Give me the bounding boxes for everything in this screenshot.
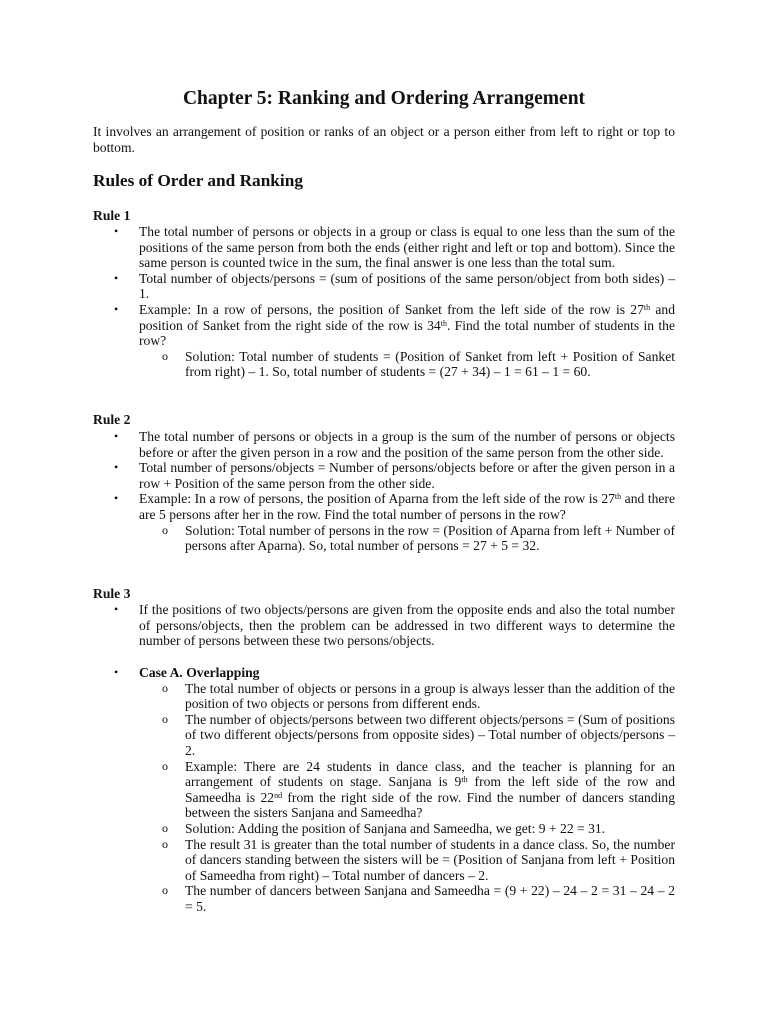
rule-2-list — [93, 429, 675, 554]
circle-bullet-icon: o — [162, 711, 168, 726]
sub-list-item — [139, 523, 675, 554]
sub-list — [139, 523, 675, 554]
sub-list-item-text — [185, 759, 675, 821]
circle-bullet-icon: o — [162, 758, 168, 773]
sub-list-item — [139, 349, 675, 380]
bullet-icon: • — [114, 665, 119, 679]
ordinal-suffix: nd — [274, 790, 283, 800]
text-run: from the left side of the row and Sameedha is 22 — [185, 774, 675, 805]
bullet-icon: • — [114, 301, 119, 316]
case-a-heading: Case A. Overlapping — [139, 665, 260, 680]
rule-1-heading: Rule 1 — [93, 208, 131, 223]
list-item — [93, 665, 675, 915]
rule-3-list — [93, 602, 675, 649]
circle-bullet-icon: o — [162, 820, 168, 835]
text-run: and there are 5 persons after her in the row. Find the total number of persons in the row? — [139, 491, 675, 522]
sub-list-item-text: Solution: Total number of students = (Position of Sanket from left + Position of Sanket from right) – 1. So, total number of students = (27 + 34) – 1 = 61 – 1 = 60. — [185, 348, 675, 380]
sub-list-item-text: The number of dancers between Sanjana and Sameedha = (9 + 22) – 24 – 2 = 31 – 24 – 2 = 5. — [185, 883, 675, 914]
bullet-icon: • — [114, 460, 119, 475]
list-item-text — [139, 491, 675, 522]
list-item — [93, 491, 675, 553]
list-item-text: If the positions of two objects/persons are given from the opposite ends and also the total number of persons/objects, then the problem can be addressed in two different ways to determine the number of persons between these two persons/objects. — [139, 602, 675, 649]
list-item — [93, 271, 675, 302]
list-item — [93, 460, 675, 491]
sub-list-item-text: The result 31 is greater than the total number of students in a dance class. So, the number of dancers standing between the sisters will be = (Position of Sanjana from left + Position of Sameedha from right) – Total number of dancers – 2. — [185, 836, 675, 883]
sub-list-item-text: Solution: Total number of persons in the row = (Position of Aparna from left + Number of persons after Aparna). So, total number of persons = 27 + 5 = 32. — [185, 522, 675, 554]
sub-list-item — [139, 821, 675, 837]
list-item-text: The total number of persons or objects in a group or class is equal to one less than the sum of the positions of the same person from both the ends (either right and left or top and bottom). Since the same person is counted twice in the sum, the final answer is one less than the total sum. — [139, 224, 675, 271]
sub-list-item — [139, 681, 675, 712]
sub-list-item-text: The total number of objects or persons in a group is always lesser than the addition of the position of two objects or persons from different ends. — [185, 680, 675, 712]
circle-bullet-icon: o — [162, 883, 168, 898]
sub-list — [139, 349, 675, 380]
list-item-text: The total number of persons or objects in a group is the sum of the number of persons or objects before or after the given person in a row and the position of the same person from the other side. — [139, 429, 675, 460]
chapter-title: Chapter 5: Ranking and Ordering Arrangement — [182, 88, 586, 109]
sub-list — [139, 681, 675, 915]
section-heading: Rules of Order and Ranking — [93, 171, 303, 190]
rule-1-list — [93, 224, 675, 380]
circle-bullet-icon: o — [162, 680, 168, 695]
list-item — [93, 302, 675, 380]
circle-bullet-icon: o — [162, 348, 168, 363]
bullet-icon: • — [114, 429, 119, 443]
sub-list-item-text: Solution: Adding the position of Sanjana and Sameedha, we get: 9 + 22 = 31. — [185, 820, 606, 836]
sub-list-item-text: The number of objects/persons between two different objects/persons = (Sum of positions of two different objects/persons from opposite sides) – Total number of objects/persons – 2. — [185, 711, 675, 758]
bullet-icon: • — [114, 602, 119, 616]
list-item — [93, 224, 675, 271]
list-item-text — [139, 302, 675, 349]
sub-list-item — [139, 837, 675, 884]
circle-bullet-icon: o — [162, 836, 168, 851]
list-item — [93, 602, 675, 649]
text-run: Example: In a row of persons, the position of Aparna from the left side of the row is 27 — [139, 491, 615, 507]
ordinal-suffix: th — [461, 775, 468, 785]
rule-2-heading: Rule 2 — [93, 412, 131, 427]
case-a-list — [93, 665, 675, 915]
sub-list-item — [139, 759, 675, 821]
list-item — [93, 429, 675, 460]
list-item-text: Total number of objects/persons = (sum of positions of the same person/object from both sides) – 1. — [139, 270, 675, 302]
list-item-text: Total number of persons/objects = Number of persons/objects before or after the given person in a row + Position of the same person from the other side. — [139, 460, 675, 491]
ordinal-suffix: th — [614, 492, 622, 502]
rule-3-heading: Rule 3 — [93, 586, 131, 601]
ordinal-suffix: th — [440, 318, 447, 328]
intro-paragraph: It involves an arrangement of position or ranks of an object or a person either from left to right or top to bottom. — [93, 124, 675, 155]
bullet-icon: • — [114, 491, 119, 506]
text-run: Example: In a row of persons, the position of Sanket from the left side of the row is 27 — [139, 301, 644, 317]
circle-bullet-icon: o — [162, 522, 168, 537]
text-run: . Find the total number of students in the row? — [139, 317, 675, 349]
text-run: and position of Sanket from the right side of the row is 34 — [139, 301, 676, 333]
text-run: Example: There are 24 students in dance class, and the teacher is planning for an arrangement of students on stage. Sanjana is 9 — [185, 758, 675, 790]
text-run: from the right side of the row. Find the number of dancers standing between the sisters Sanjana and Sameedha? — [185, 789, 675, 821]
sub-list-item — [139, 712, 675, 759]
ordinal-suffix: th — [643, 302, 651, 312]
sub-list-item — [139, 883, 675, 914]
bullet-icon: • — [114, 270, 119, 285]
bullet-icon: • — [114, 224, 119, 238]
